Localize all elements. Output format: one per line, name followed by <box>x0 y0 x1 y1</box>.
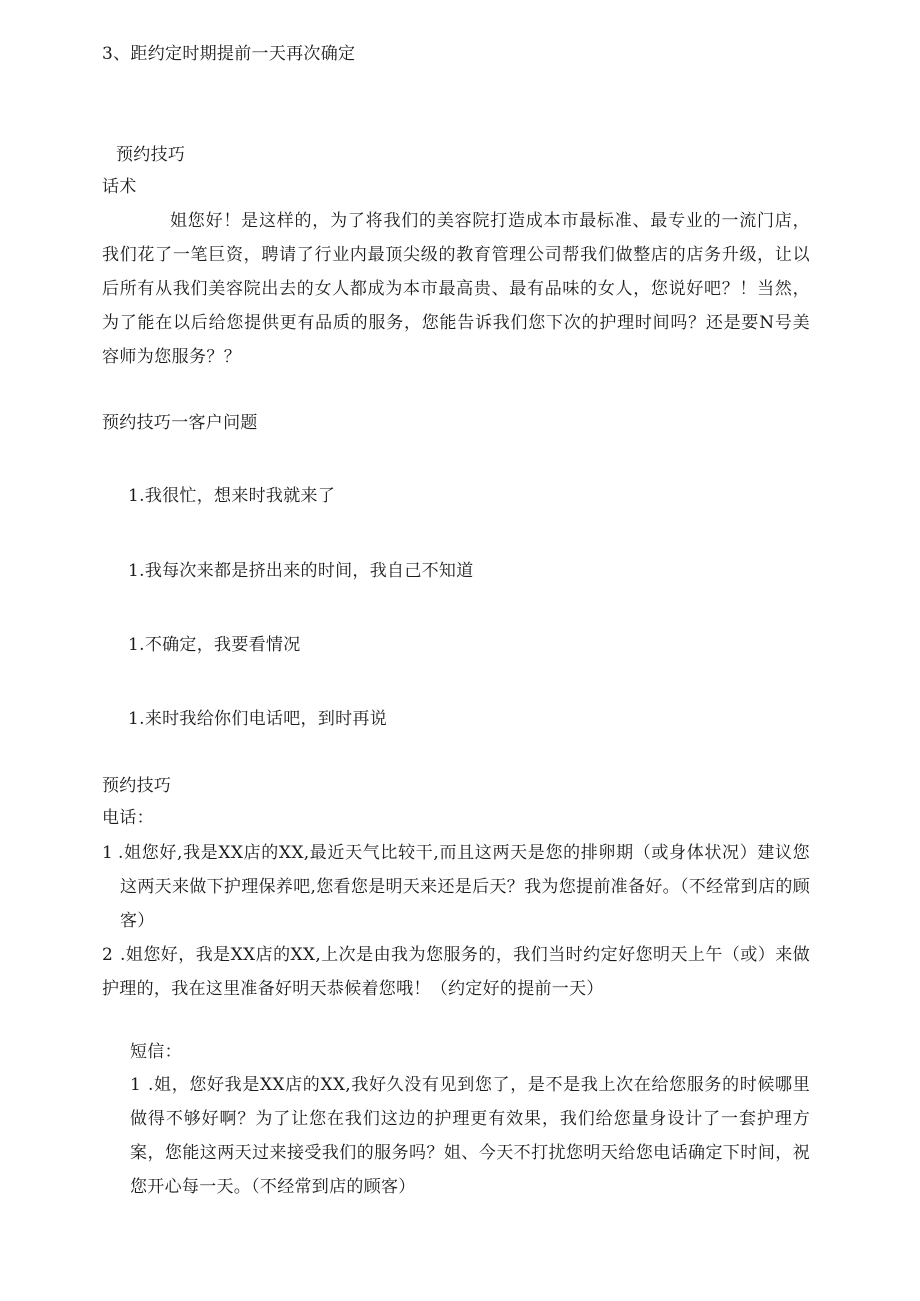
phone-script-item-2 <box>102 938 810 1006</box>
phone-script-text <box>102 938 810 1006</box>
sms-script-text <box>130 1068 810 1204</box>
list-number: 1 <box>130 1075 142 1095</box>
section-subtitle-script: 话术 <box>102 177 137 197</box>
list-number: 2 <box>102 945 114 965</box>
sms-label: 短信： <box>130 1042 182 1062</box>
section-title-booking-tips: 预约技巧 <box>116 145 186 165</box>
phone-script-item-1 <box>102 836 810 938</box>
phone-script-text-content: .姐您好,我是XX店的XX,最近天气比较干,而且这两天是您的排卵期（或身体状况）建议您这两天来做下护理保养吧,您看您是明天来还是后天？我为您提前准备好。（不经常到店的顾客） <box>118 843 810 931</box>
section-title-customer-questions: 预约技巧一客户问题 <box>102 413 258 433</box>
script-paragraph: 姐您好！是这样的，为了将我们的美容院打造成本市最标准、最专业的一流门店，我们花了一笔巨资，聘请了行业内最顶尖级的教育管理公司帮我们做整店的店务升级，让以后所有从我们美容院出去的女人都成为本市最高贵、最有品味的女人，您说好吧？！当然，为了能在以后给您提供更有品质的服务，您能告诉我们您下次的护理时间吗？还是要N号美容师为您服务？？ <box>102 211 810 367</box>
sms-script-item-1 <box>130 1068 810 1204</box>
question-item: 1.来时我给你们电话吧，到时再说 <box>128 709 388 729</box>
question-item: 1.我每次来都是挤出来的时间，我自己不知道 <box>128 561 474 581</box>
phone-script-text <box>102 836 810 938</box>
phone-label: 电话： <box>102 808 154 828</box>
phone-script-text-content: .姐您好，我是XX店的XX,上次是由我为您服务的，我们当时约定好您明天上午（或）来做护理的，我在这里准备好明天恭候着您哦！（约定好的提前一天） <box>102 945 810 999</box>
question-item: 1.我很忙，想来时我就来了 <box>128 486 336 506</box>
step-3-line: 3、距约定时期提前一天再次确定 <box>102 44 356 64</box>
sms-script-text-content: .姐，您好我是XX店的XX,我好久没有见到您了，是不是我上次在给您服务的时候哪里做得不够好啊？为了让您在我们这边的护理更有效果，我们给您量身设计了一套护理方案，您能这两天过来接受我们的服务吗？姐、今天不打扰您明天给您电话确定下时间，祝您开心每一天。（不经常到店的顾客） <box>130 1075 810 1197</box>
question-item: 1.不确定，我要看情况 <box>128 635 301 655</box>
list-number: 1 <box>102 843 114 863</box>
section-title-booking-tips-2: 预约技巧 <box>102 776 172 796</box>
